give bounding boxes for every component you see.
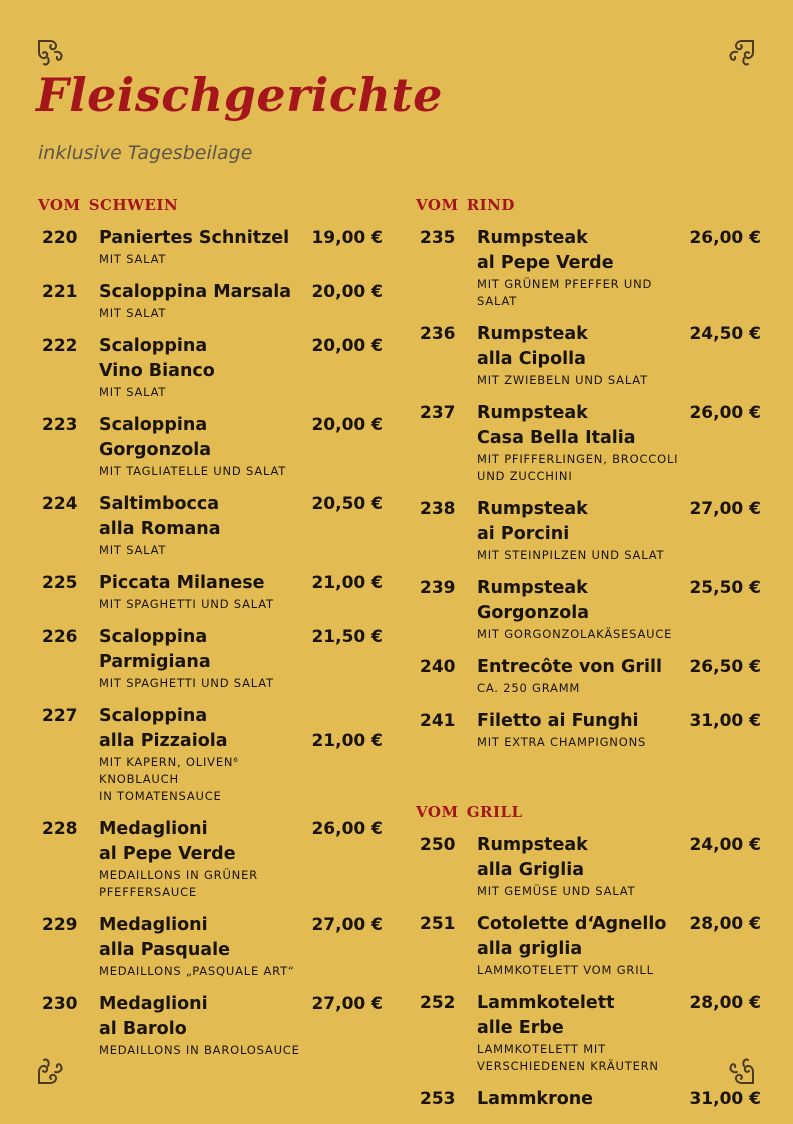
item-number: 238 — [420, 499, 456, 519]
item-name: Lammkrone — [477, 1089, 594, 1109]
menu-item — [38, 625, 383, 692]
item-name: Paniertes Schnitzel — [99, 228, 290, 248]
item-name: Piccata Milanese — [99, 573, 265, 593]
item-number: 230 — [42, 994, 78, 1014]
item-price: 28,00 € — [689, 993, 761, 1013]
item-description: MEDAILLONS IN GRÜNER PFEFFERSAUCE — [99, 868, 258, 899]
item-price: 25,50 € — [689, 578, 761, 598]
menu-item — [38, 571, 383, 613]
column-right — [416, 190, 761, 1124]
item-description: LAMMKOTELETT MIT VERSCHIEDENEN KRÄUTERN — [477, 1042, 659, 1073]
item-price: 20,50 € — [311, 494, 383, 514]
menu-item — [416, 497, 761, 564]
item-price: 19,00 € — [311, 228, 383, 248]
item-price: 26,00 € — [689, 403, 761, 423]
section-heading-schwein: vom schwein — [38, 190, 179, 216]
item-price: 20,00 € — [311, 282, 383, 302]
item-description: MIT SPAGHETTI UND SALAT — [99, 676, 274, 690]
item-price: 24,00 € — [689, 835, 761, 855]
item-name: Rumpsteak ai Porcini — [477, 499, 588, 544]
menu-item — [416, 833, 761, 900]
item-number: 240 — [420, 657, 456, 677]
item-number: 252 — [420, 993, 456, 1013]
item-number: 227 — [42, 706, 78, 726]
item-name: Medaglioni al Barolo — [99, 994, 208, 1039]
item-name: Rumpsteak alla Cipolla — [477, 324, 588, 369]
item-description: MIT GEMÜSE UND SALAT — [477, 884, 636, 898]
section-heading-rind: vom rind — [416, 190, 515, 216]
item-number: 236 — [420, 324, 456, 344]
menu-item — [416, 912, 761, 979]
item-number: 225 — [42, 573, 78, 593]
scroll-ornament-icon — [724, 38, 756, 70]
item-number: 226 — [42, 627, 78, 647]
item-price: 27,00 € — [311, 915, 383, 935]
menu-item — [38, 992, 383, 1059]
page-title: Fleischgerichte — [36, 68, 443, 122]
item-name: Medaglioni al Pepe Verde — [99, 819, 236, 864]
item-price: 26,00 € — [689, 228, 761, 248]
item-number: 241 — [420, 711, 456, 731]
menu-list-grill — [416, 833, 761, 1112]
item-price: 21,00 € — [311, 573, 383, 593]
item-description: MIT SALAT — [99, 252, 167, 266]
item-name: Rumpsteak alla Griglia — [477, 835, 588, 880]
item-name: Scaloppina Vino Bianco — [99, 336, 215, 381]
item-price: 27,00 € — [311, 994, 383, 1014]
item-price: 26,00 € — [311, 819, 383, 839]
item-name: Entrecôte von Grill — [477, 657, 662, 677]
item-number: 221 — [42, 282, 78, 302]
item-name: Saltimbocca alla Romana — [99, 494, 221, 539]
item-price: 26,50 € — [689, 657, 761, 677]
item-description: CA. 250 GRAMM — [477, 681, 581, 695]
item-name: Filetto ai Funghi — [477, 711, 639, 731]
item-price: 27,00 € — [689, 499, 761, 519]
page-subtitle: inklusive Tagesbeilage — [38, 142, 253, 164]
item-price: 24,50 € — [689, 324, 761, 344]
menu-list-rind — [416, 226, 761, 751]
item-price: 20,00 € — [311, 336, 383, 356]
menu-item — [38, 817, 383, 901]
item-number: 253 — [420, 1089, 456, 1109]
item-number: 250 — [420, 835, 456, 855]
item-price: 31,00 € — [689, 1089, 761, 1109]
item-number: 235 — [420, 228, 456, 248]
item-number: 239 — [420, 578, 456, 598]
item-description: MEDAILLONS IN BAROLOSAUCE — [99, 1043, 300, 1057]
item-description: MIT GRÜNEM PFEFFER UND SALAT — [477, 277, 653, 308]
menu-item — [416, 401, 761, 485]
item-number: 224 — [42, 494, 78, 514]
column-left — [38, 190, 383, 1071]
menu-item — [416, 576, 761, 643]
item-description: MIT SALAT — [99, 385, 167, 399]
menu-item — [416, 991, 761, 1075]
item-number: 222 — [42, 336, 78, 356]
item-description: MIT GORGONZOLAKÄSESAUCE — [477, 627, 673, 641]
item-name: Medaglioni alla Pasquale — [99, 915, 230, 960]
item-name: Scaloppina Marsala — [99, 282, 292, 302]
menu-item — [38, 226, 383, 268]
item-name: Scaloppina Parmigiana — [99, 627, 211, 672]
menu-item — [38, 492, 383, 559]
menu-item — [416, 322, 761, 389]
menu-item — [416, 226, 761, 310]
item-description: MEDAILLONS „PASQUALE ART“ — [99, 964, 295, 978]
item-name: Cotolette d‘Agnello alla griglia — [477, 914, 667, 959]
item-price: 28,00 € — [689, 914, 761, 934]
item-description: MIT STEINPILZEN UND SALAT — [477, 548, 665, 562]
item-name: Scaloppina alla Pizzaiola — [99, 706, 228, 751]
item-description: MIT PFIFFERLINGEN, BROCCOLI UND ZUCCHINI — [477, 452, 679, 483]
item-description: MIT SPAGHETTI UND SALAT — [99, 597, 274, 611]
item-description: MIT ZWIEBELN UND SALAT — [477, 373, 648, 387]
menu-item — [38, 913, 383, 980]
item-name: Rumpsteak al Pepe Verde — [477, 228, 614, 273]
item-name: Rumpsteak Casa Bella Italia — [477, 403, 636, 448]
item-description: MIT KAPERN, OLIVEN⁶ KNOBLAUCH IN TOMATENSAUCE — [99, 755, 239, 803]
item-description: MIT SALAT — [99, 306, 167, 320]
item-description: MIT SALAT — [99, 543, 167, 557]
item-number: 220 — [42, 228, 78, 248]
menu-item — [38, 334, 383, 401]
item-number: 228 — [42, 819, 78, 839]
item-price: 31,00 € — [689, 711, 761, 731]
menu-item — [416, 655, 761, 697]
item-price: 21,00 € — [311, 731, 383, 751]
item-description: MIT EXTRA CHAMPIGNONS — [477, 735, 647, 749]
item-description: LAMMKOTELETT VOM GRILL — [477, 963, 654, 977]
item-number: 251 — [420, 914, 456, 934]
menu-list-schwein — [38, 226, 383, 1059]
menu-item — [416, 1087, 761, 1112]
menu-item — [38, 280, 383, 322]
item-price: 21,50 € — [311, 627, 383, 647]
menu-item — [38, 704, 383, 805]
item-name: Scaloppina Gorgonzola — [99, 415, 212, 460]
item-name: Rumpsteak Gorgonzola — [477, 578, 590, 623]
item-number: 223 — [42, 415, 78, 435]
item-description: MIT TAGLIATELLE UND SALAT — [99, 464, 287, 478]
menu-item — [416, 709, 761, 751]
item-name: Lammkotelett alle Erbe — [477, 993, 615, 1038]
item-price: 20,00 € — [311, 415, 383, 435]
menu-item — [38, 413, 383, 480]
scroll-ornament-icon — [36, 38, 68, 70]
item-number: 237 — [420, 403, 456, 423]
section-heading-grill: vom grill — [416, 797, 523, 823]
item-number: 229 — [42, 915, 78, 935]
